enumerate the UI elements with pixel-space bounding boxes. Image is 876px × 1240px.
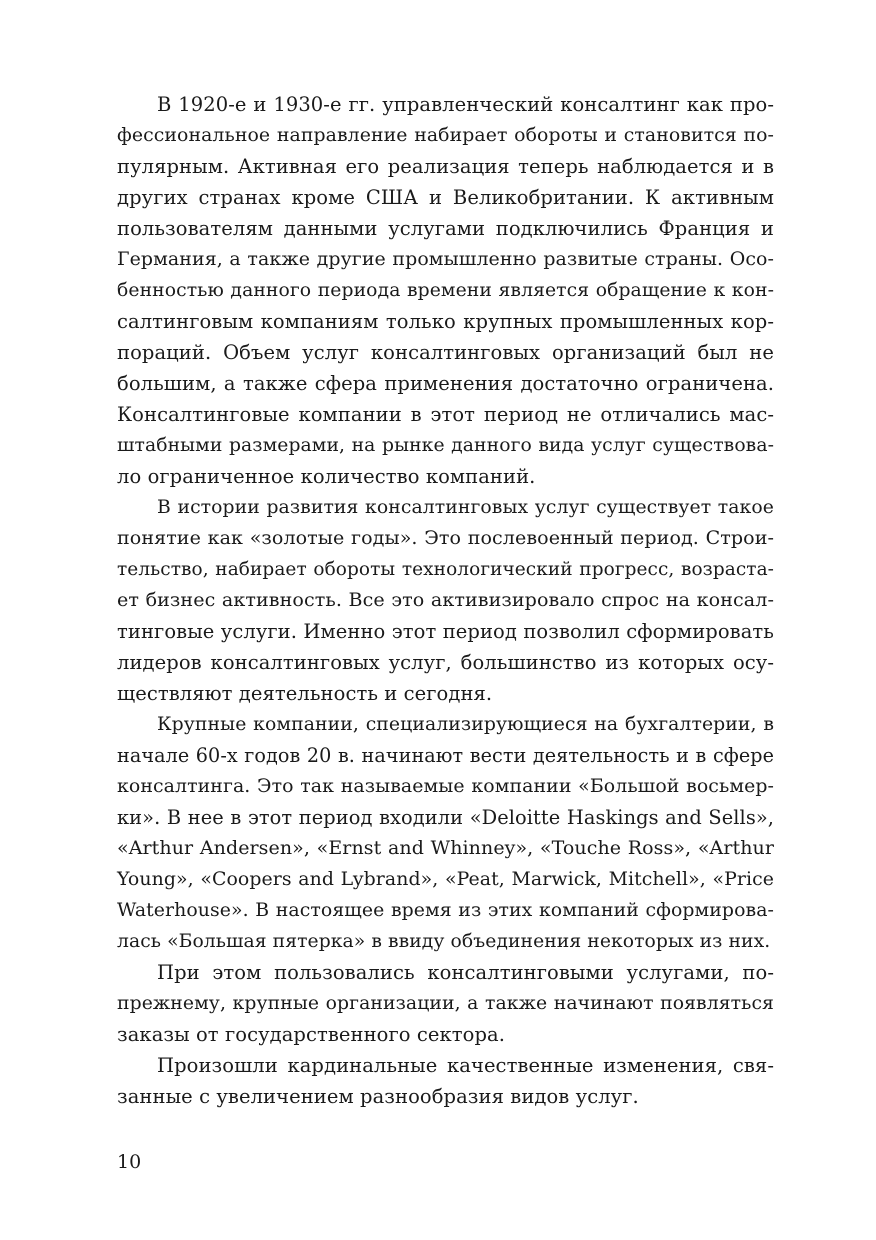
- text-line: Young», «Coopers and Lybrand», «Peat, Marwick, Mitchell», «Price: [117, 868, 774, 890]
- text-line: ет бизнес активность. Все это активизировало спрос на консал-: [117, 589, 774, 611]
- paragraph: [117, 957, 774, 1050]
- text-line: понятие как «золотые годы». Это послевоенный период. Строи-: [117, 527, 774, 549]
- text-line: Крупные компании, специализирующиеся на бухгалтерии, в: [157, 714, 774, 735]
- text-line: пулярным. Активная его реализация теперь наблюдается и в: [117, 155, 774, 178]
- text-line: фессиональное направление набирает обороты и становится по-: [117, 124, 774, 146]
- text-line: занные с увеличением разнообразия видов услуг.: [117, 1085, 639, 1108]
- text-line: ки». В нее в этот период входили «Deloitte Haskings and Sells»,: [117, 806, 774, 829]
- paragraph: [117, 492, 774, 709]
- text-line: лидеров консалтинговых услуг, большинство из которых осу-: [117, 651, 774, 674]
- text-line: тинговые услуги. Именно этот период позволил сформировать: [117, 620, 774, 643]
- text-line: бенностью данного периода времени является обращение к кон-: [117, 280, 774, 301]
- paragraph: [117, 709, 774, 957]
- text-line: «Arthur Andersen», «Ernst and Whinney», «Touche Ross», «Arthur: [117, 837, 774, 859]
- page-number: 10: [117, 1151, 142, 1173]
- text-line: Германия, а также другие промышленно развитые страны. Осо-: [117, 248, 774, 270]
- text-line: штабными размерами, на рынке данного вида услуг существова-: [117, 435, 774, 456]
- text-line: начале 60-х годов 20 в. начинают вести деятельность и в сфере: [117, 744, 774, 767]
- text-line: При этом пользовались консалтинговыми услугами, по-: [157, 961, 774, 984]
- text-line: прежнему, крупные организации, а также начинают появляться: [117, 993, 774, 1014]
- text-line: пораций. Объем услуг консалтинговых организаций был не: [117, 341, 774, 364]
- text-line: заказы от государственного сектора.: [117, 1023, 506, 1046]
- text-line: консалтинга. Это так называемые компании «Большой восьмер-: [117, 775, 774, 797]
- text-line: других странах кроме США и Великобритании. К активным: [117, 186, 774, 209]
- text-line: пользователям данными услугами подключились Франция и: [117, 217, 774, 240]
- text-line: В 1920-е и 1930-е гг. управленческий консалтинг как про-: [157, 93, 774, 116]
- text-line: Консалтинговые компании в этот период не отличались мас-: [117, 403, 774, 426]
- text-line: большим, а также сфера применения достаточно ограничена.: [117, 372, 774, 395]
- page-body: [117, 89, 774, 1112]
- text-line: ло ограниченное количество компаний.: [117, 465, 536, 488]
- text-line: Произошли кардинальные качественные изменения, свя-: [157, 1054, 774, 1077]
- text-line: Waterhouse». В настоящее время из этих компаний сформирова-: [117, 899, 774, 921]
- paragraph: [117, 1050, 774, 1112]
- paragraph: [117, 89, 774, 492]
- text-line: тельство, набирает обороты технологический прогресс, возраста-: [117, 559, 774, 580]
- text-line: В истории развития консалтинговых услуг существует такое: [157, 497, 774, 518]
- text-line: салтинговым компаниям только крупных промышленных кор-: [117, 310, 774, 333]
- text-line: ществляют деятельность и сегодня.: [117, 682, 493, 705]
- text-line: лась «Большая пятерка» в ввиду объединения некоторых из них.: [117, 931, 771, 952]
